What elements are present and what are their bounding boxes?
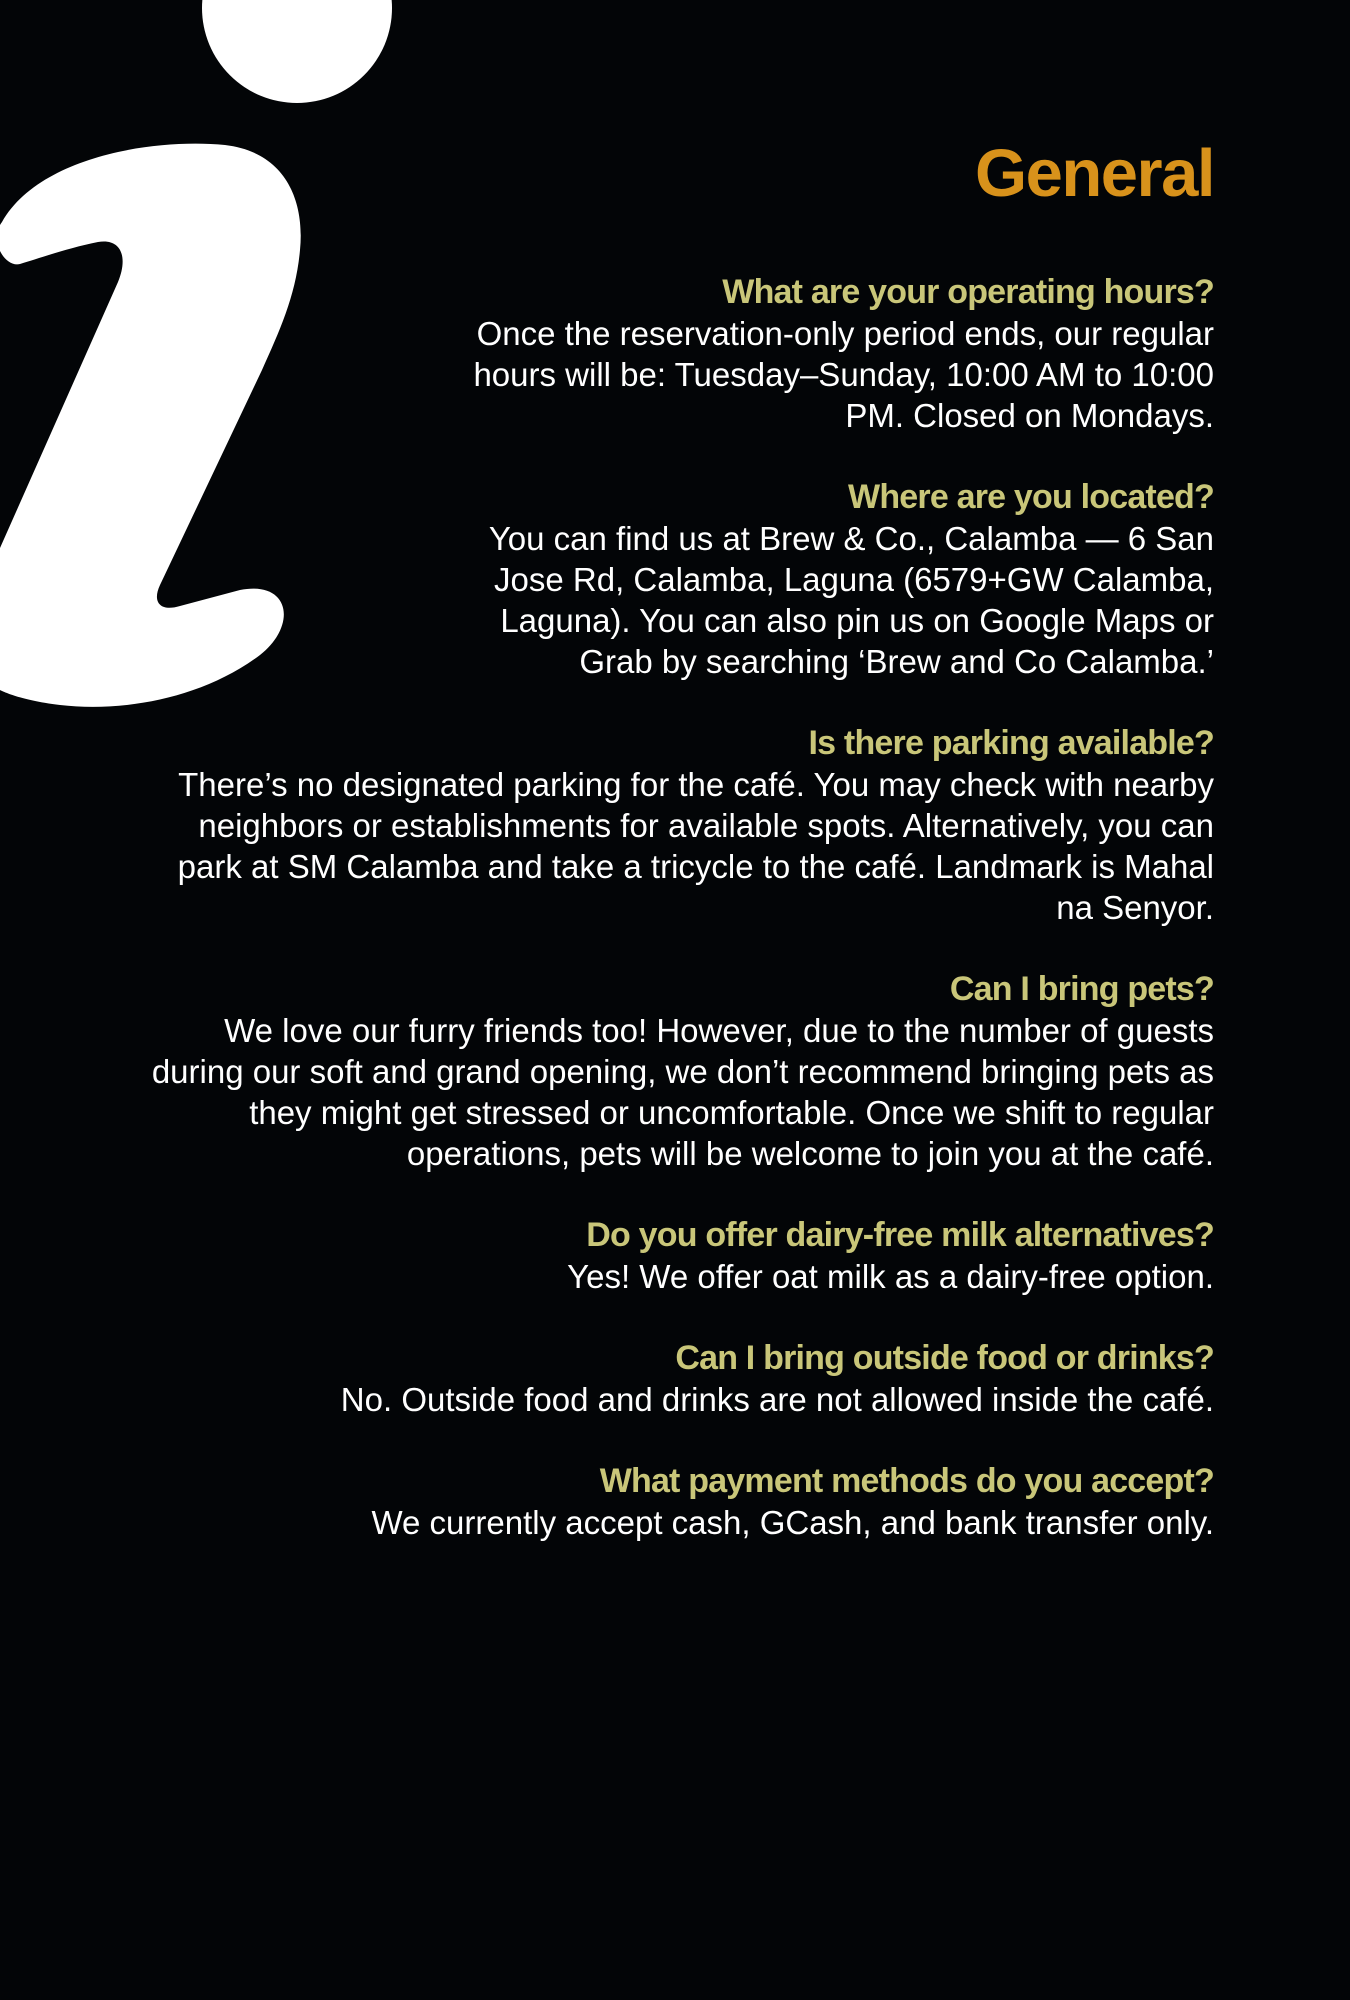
faq-question: What payment methods do you accept? <box>599 1462 1214 1500</box>
faq-answer: Yes! We offer oat milk as a dairy-free option. <box>567 1258 1214 1295</box>
faq-item-operating-hours <box>134 272 1214 436</box>
faq-question: Do you offer dairy-free milk alternatives? <box>586 1216 1214 1254</box>
faq-item-payment <box>134 1461 1214 1543</box>
faq-answer: No. Outside food and drinks are not allowed inside the café. <box>340 1381 1214 1418</box>
faq-question: Where are you located? <box>848 478 1214 516</box>
faq-question: Is there parking available? <box>808 724 1214 762</box>
faq-question: Can I bring outside food or drinks? <box>675 1339 1214 1377</box>
faq-answer: We currently accept cash, GCash, and bank transfer only. <box>371 1504 1214 1541</box>
faq-item-dairy-free <box>134 1215 1214 1297</box>
faq-item-parking <box>134 723 1214 928</box>
faq-question: What are your operating hours? <box>722 273 1214 311</box>
faq-question: Can I bring pets? <box>949 970 1214 1008</box>
faq-item-pets <box>134 969 1214 1174</box>
page-title: General <box>974 136 1214 211</box>
faq-item-location <box>134 477 1214 682</box>
faq-section <box>134 138 1214 1584</box>
faq-answer: We love our furry friends too! However, due to the number of guests during our soft and grand opening, we don’t recommend bringing pets as they might get stressed or uncomfortable. Once we shift to regular operations, pets will be welcome to join you at the café. <box>151 1012 1214 1172</box>
faq-answer: You can find us at Brew & Co., Calamba — 6 San Jose Rd, Calamba, Laguna (6579+GW Calamba, Laguna). You can also pin us on Google Maps or Grab by searching ‘Brew and Co Calamba.’ <box>488 520 1214 680</box>
faq-answer: Once the reservation-only period ends, our regular hours will be: Tuesday–Sunday, 10:00 AM to 10:00 PM. Closed on Mondays. <box>473 315 1214 434</box>
faq-answer: There’s no designated parking for the café. You may check with nearby neighbors or establishments for available spots. Alternatively, you can park at SM Calamba and take a tricycle to the café. Landmark is Mahal na Senyor. <box>177 766 1214 926</box>
faq-item-outside-food <box>134 1338 1214 1420</box>
